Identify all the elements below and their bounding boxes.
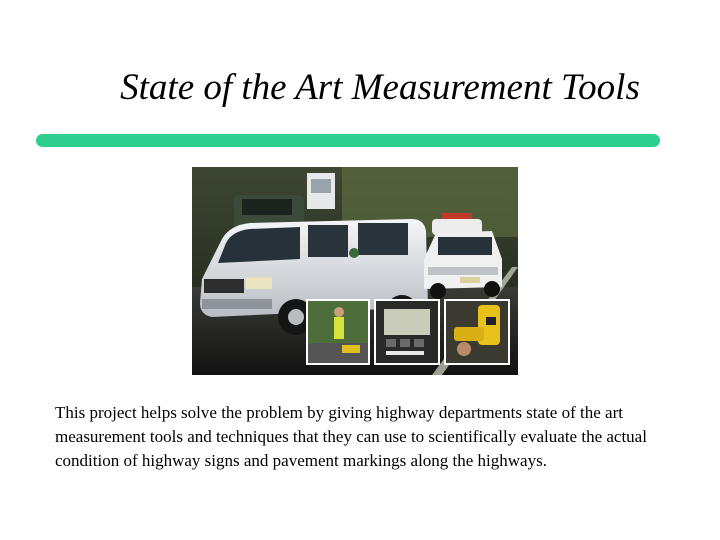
title-underline-bar — [36, 134, 660, 147]
inset-worker-photo — [306, 299, 370, 365]
roof-sensor-unit — [307, 173, 335, 209]
slide-title: State of the Art Measurement Tools — [120, 67, 640, 108]
inset-device-photo — [374, 299, 440, 365]
slide-body-text: This project helps solve the problem by giving highway departments state of the art measurement tools and techniques that they can use to scientifically evaluate the actual condition of highway signs and pavement markings along the highways. — [55, 403, 647, 470]
inset-retroreflectometer-photo — [444, 299, 510, 365]
measurement-vehicles-photo — [192, 167, 518, 375]
